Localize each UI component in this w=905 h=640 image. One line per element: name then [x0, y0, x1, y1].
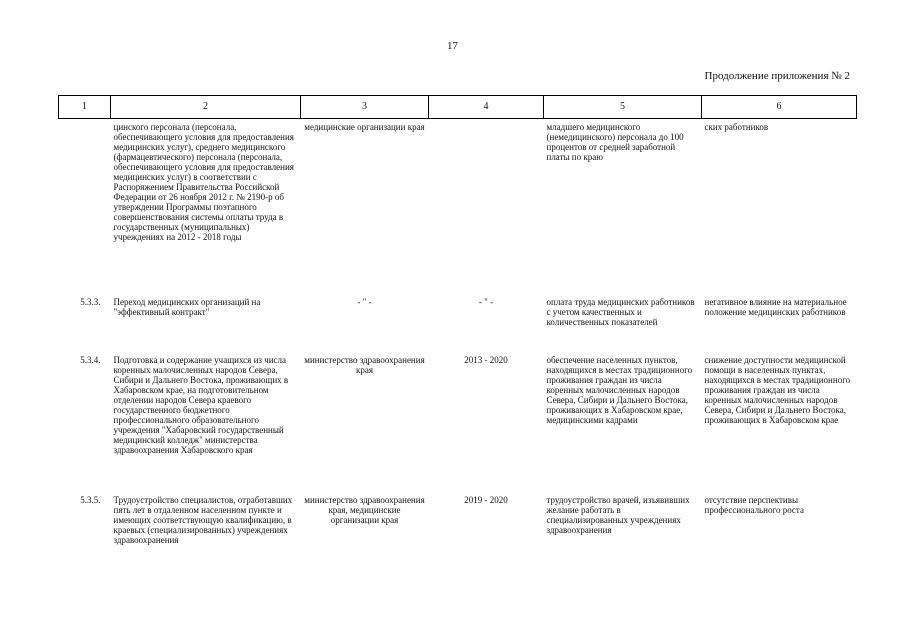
period-text	[429, 119, 544, 298]
executor-text: министерство здравоохранения края	[304, 355, 425, 375]
measure-text: Трудоустройство специалистов, отработавших пять лет в отдаленном населенном пункте и имеющих соответствующую квалификацию, в краевых (специализированных) учреждениях здравоохранения	[113, 495, 293, 545]
page-number: 17	[447, 40, 458, 52]
period-text: 2019 - 2020	[464, 495, 508, 505]
measure-number	[59, 119, 111, 298]
measure-text: Переход медицинских организаций на "эффективный контракт"	[113, 297, 261, 317]
consequence-text: ских работников	[704, 122, 769, 132]
table-row	[59, 119, 857, 298]
executor-text: - " -	[357, 297, 372, 307]
column-header: 5	[544, 96, 702, 119]
period-text: 2013 - 2020	[464, 355, 508, 365]
executor-text: медицинские организации края	[304, 122, 425, 132]
result-text: обеспечение населенных пунктов, находящихся в местах традиционного проживания граждан из числа коренных малочисленных народов Севера, Сибири и Дальнего Востока, проживающих в Хабаровском крае, медицинскими кадрами	[546, 355, 693, 425]
consequence-text: снижение доступности медицинской помощи в населенных пунктах, находящихся в местах традиционного проживания граждан из числа коренных малочисленных народов Севера, Сибири и Дальнего Востока, проживающих в Хабаровском крае	[704, 355, 851, 425]
column-header: 4	[429, 96, 544, 119]
column-header: 1	[59, 96, 111, 119]
result-text: младшего медицинского (немедицинского) персонала до 100 процентов от средней заработной платы по краю	[546, 122, 684, 162]
column-header: 3	[301, 96, 429, 119]
measures-table	[58, 95, 857, 555]
column-header: 6	[702, 96, 857, 119]
table-row	[59, 297, 857, 355]
consequence-text: отсутствие перспективы профессионального роста	[704, 495, 804, 515]
measure-number: 5.3.3.	[80, 297, 101, 307]
table-header-row	[59, 96, 857, 119]
result-text: трудоустройство врачей, изъявивших желание работать в специализированных учреждениях здравоохранения	[546, 495, 690, 535]
continuation-label: Продолжение приложения № 2	[704, 70, 850, 82]
result-text: оплата труда медицинских работников с учетом качественных и количественных показателей	[546, 297, 695, 327]
table-row	[59, 495, 857, 555]
consequence-text: негативное влияние на материальное положение медицинских работников	[704, 297, 847, 317]
measure-number: 5.3.4.	[80, 355, 101, 365]
measure-text: цинского персонала (персонала, обеспечивающего условия для предоставления медицинских услуг), среднего медицинского (фармацевтического) персонала (персонала, обеспечивающего условия для предоставления медицинских услуг) в соответствии с Распоряжением Правительства Российской Федерации от 26 ноября 2012 г. № 2190-р об утверждении Программы поэтапного совершенствования системы оплаты труда в государственных (муниципальных) учреждениях на 2012 - 2018 годы	[113, 122, 294, 242]
measure-text: Подготовка и содержание учащихся из числа коренных малочисленных народов Севера, Сибири и Дальнего Востока, проживающих в Хабаровском крае, на подготовительном отделении народов Севера краевого государственного бюджетного профессионального образовательного учреждения "Хабаровский государственный медицинский колледж" министерства здравоохранения Хабаровского края	[113, 355, 289, 455]
executor-text: министерство здравоохранения края, медицинские организации края	[304, 495, 425, 525]
column-header: 2	[111, 96, 301, 119]
period-text: - " -	[478, 297, 494, 307]
table-row	[59, 355, 857, 495]
measure-number: 5.3.5.	[80, 495, 101, 505]
